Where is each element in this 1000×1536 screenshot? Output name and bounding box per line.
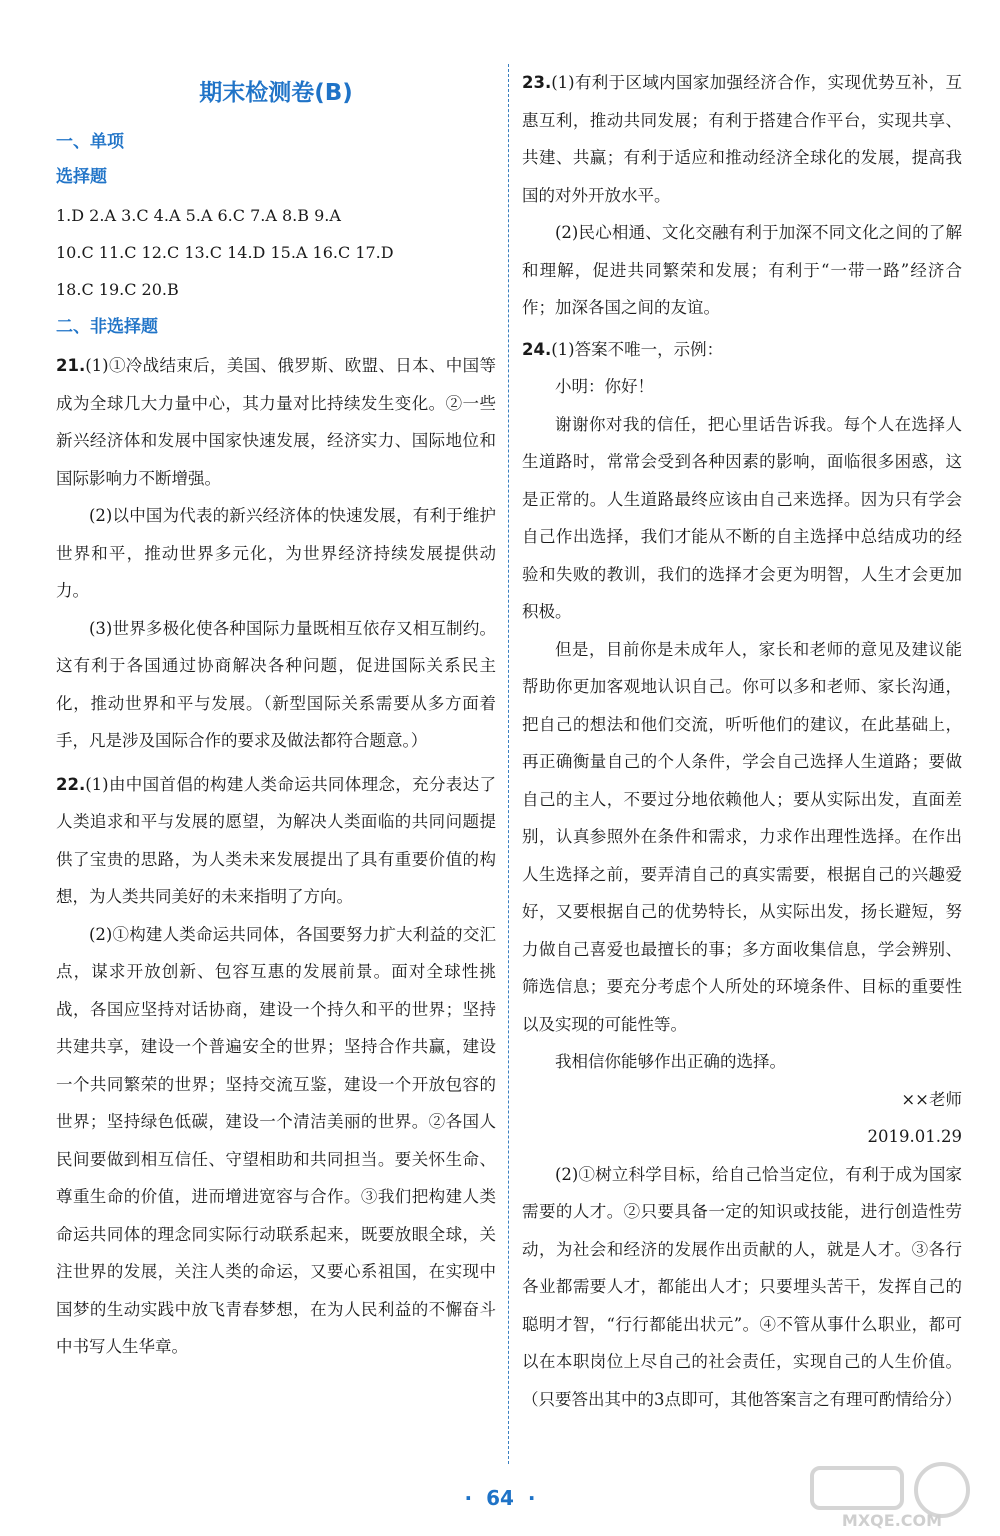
right-column (522, 64, 962, 1418)
question-number-22: 22. (56, 774, 86, 794)
letter-signature: ××老师 (901, 1089, 962, 1109)
q23-part1: 23.(1)有利于区域内国家加强经济合作，实现优势互补，互惠互利，推动共同发展；有利于搭建合作平台，实现共享、共建、共赢；有利于适应和推动经济全球化的发展，提高我国的对外开放水平。 (522, 73, 962, 205)
q21-part3: (3)世界多极化使各种国际力量既相互依存又相互制约。这有利于各国通过协商解决各种问题，促进国际关系民主化，推动世界和平与发展。（新型国际关系需要从多方面着手，凡是涉及国际合作的要求及做法都符合题意。） (56, 618, 496, 750)
letter-date: 2019.01.29 (867, 1127, 962, 1146)
section-heading-choice: 选择题 (56, 167, 107, 187)
question-number-21: 21. (56, 356, 86, 375)
page-number: · 64 · (464, 1486, 536, 1510)
q23-part2: (2)民心相通、文化交融有利于加深不同文化之间的了解和理解，促进共同繁荣和发展；有利于“一带一路”经济合作；加深各国之间的友谊。 (522, 223, 962, 317)
question-number-24: 24. (522, 339, 552, 359)
question-number-23: 23. (522, 73, 552, 92)
column-divider (508, 64, 509, 1464)
q24-intro: 24.(1)答案不唯一，示例： (522, 339, 724, 359)
section-heading-non-choice: 二、非选择题 (56, 317, 158, 337)
letter-paragraph-1: 谢谢你对我的信任，把心里话告诉我。每个人在选择人生道路时，常常会受到各种因素的影响，面临很多困惑，这是正常的。人生道路最终应该由自己来选择。因为只有学会自己作出选择，我们才能从不断的自主选择中总结成功的经验和失败的教训，我们的选择才会更为明智，人生才会更加积极。 (522, 414, 962, 621)
q22-part2: (2)①构建人类命运共同体，各国要努力扩大利益的交汇点，谋求开放创新、包容互惠的发展前景。面对全球性挑战，各国应坚持对话协商，建设一个持久和平的世界；坚持共建共享，建设一个普遍安全的世界；坚持合作共赢，建设一个共同繁荣的世界；坚持交流互鉴，建设一个开放包容的世界；坚持绿色低碳，建设一个清洁美丽的世界。②各国人民间要做到相互信任、守望相助和共同担当。要关怀生命、尊重生命的价值，进而增进宽容与合作。③我们把构建人类命运共同体的理念同实际行动联系起来，既要放眼全球，关注世界的发展，关注人类的命运，又要心系祖国，在实现中国梦的生动实践中放飞青春梦想，在为人民利益的不懈奋斗中书写人生华章。 (56, 924, 496, 1356)
q21-part2: (2)以中国为代表的新兴经济体的快速发展，有利于维护世界和平，推动世界多元化，为世界经济持续发展提供动力。 (56, 506, 496, 600)
letter-paragraph-2: 但是，目前你是未成年人，家长和老师的意见及建议能帮助你更加客观地认识自己。你可以多和老师、家长沟通，把自己的想法和他们交流，听听他们的建议，在此基础上，再正确衡量自己的个人条件，学会自己选择人生道路；要做自己的主人，不要过分地依赖他人；要从实际出发，直面差别，认真参照外在条件和需求，力求作出理性选择。在作出人生选择之前，要弄清自己的真实需要，根据自己的兴趣爱好，又要根据自己的优势特长，从实际出发，扬长避短，努力做自己喜爱也最擅长的事；多方面收集信息，学会辨别、筛选信息；要充分考虑个人所处的环境条件、目标的重要性以及实现的可能性等。 (522, 639, 962, 1034)
left-column (56, 64, 496, 1366)
page-title: 期末检测卷(B) (199, 80, 353, 106)
answer-row-3: 18.C 19.C 20.B (56, 280, 179, 299)
section-heading-single-choice: 一、单项 (56, 132, 124, 152)
q22-part1: 22.(1)由中国首倡的构建人类命运共同体理念，充分表达了人类追求和平与发展的愿望，为解决人类面临的共同问题提供了宝贵的思路，为人类未来发展提出了具有重要价值的构想，为人类共同美好的未来指明了方向。 (56, 774, 496, 906)
watermark-logo (802, 1460, 982, 1530)
letter-greeting: 小明：你好！ (555, 377, 654, 396)
answer-row-1: 1.D 2.A 3.C 4.A 5.A 6.C 7.A 8.B 9.A (56, 206, 341, 225)
q21-part1: 21.(1)①冷战结束后，美国、俄罗斯、欧盟、日本、中国等成为全球几大力量中心，其力量对比持续发生变化。②一些新兴经济体和发展中国家快速发展，经济实力、国际地位和国际影响力不断增强。 (56, 356, 496, 488)
answer-row-2: 10.C 11.C 12.C 13.C 14.D 15.A 16.C 17.D (56, 243, 394, 262)
watermark-text: MXQE.COM (841, 1511, 943, 1530)
letter-paragraph-3: 我相信你能够作出正确的选择。 (555, 1052, 786, 1071)
q24-part2: (2)①树立科学目标，给自己恰当定位，有利于成为国家需要的人才。②只要具备一定的知识或技能，进行创造性劳动，为社会和经济的发展作出贡献的人，就是人才。③各行各业都需要人才，都能出人才；只要埋头苦干，发挥自己的聪明才智，“行行都能出状元”。④不管从事什么职业，都可以在本职岗位上尽自己的社会责任，实现自己的人生价值。（只要答出其中的3点即可，其他答案言之有理可酌情给分） (522, 1164, 962, 1409)
